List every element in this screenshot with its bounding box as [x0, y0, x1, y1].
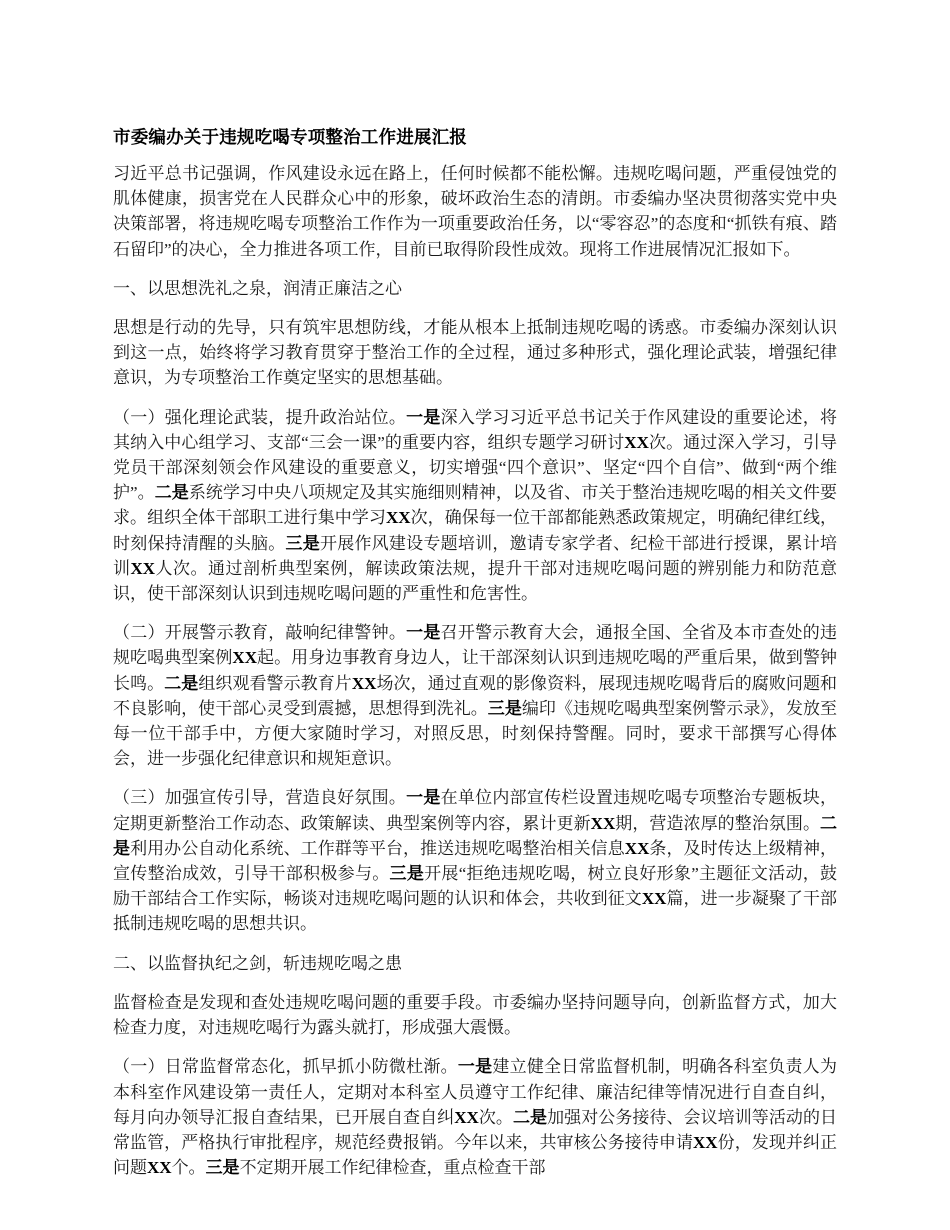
section-heading-1: 一、以思想洗礼之泉，润清正廉洁之心: [113, 278, 402, 298]
document-content: [113, 124, 837, 1180]
paragraph-intro: 习近平总书记强调，作风建设永远在路上，任何时候都不能松懈。违规吃喝问题，严重侵蚀党的肌体健康，损害党在人民群众心中的形象，破坏政治生态的清朗。市委编办坚决贯彻落实党中央决策部署，将违规吃喝专项整治工作作为一项重要政治任务，以“零容忍”的态度和“抓铁有痕、踏石留印”的决心，全力推进各项工作，目前已取得阶段性成效。现将工作进展情况汇报如下。: [113, 164, 837, 259]
paragraph-section-1-intro: 思想是行动的先导，只有筑牢思想防线，才能从根本上抵制违规吃喝的诱惑。市委编办深刻认识到这一点，始终将学习教育贯穿于整治工作的全过程，通过多种形式，强化理论武装，增强纪律意识，为专项整治工作奠定坚实的思想基础。: [113, 318, 837, 388]
section-heading-2: 二、以监督执纪之剑，斩违规吃喝之患: [113, 953, 402, 973]
paragraph-section-1-sub-1: （一）强化理论武装，提升政治站位。一是深入学习习近平总书记关于作风建设的重要论述，将其纳入中心组学习、支部“三会一课”的重要内容，组织专题学习研讨XX次。通过深入学习，引导党员干部深刻领会作风建设的重要意义，切实增强“四个意识”、坚定“四个自信”、做到“两个维护”。二是系统学习中央八项规定及其实施细则精神，以及省、市关于整治违规吃喝的相关文件要求。组织全体干部职工进行集中学习XX次，确保每一位干部都能熟悉政策规定，明确纪律红线，时刻保持清醒的头脑。三是开展作风建设专题培训，邀请专家学者、纪检干部进行授课，累计培训XX人次。通过剖析典型案例，解读政策法规，提升干部对违规吃喝问题的辨别能力和防范意识，使干部深刻认识到违规吃喝问题的严重性和危害性。: [113, 407, 838, 604]
paragraph-section-1-sub-2: （二）开展警示教育，敲响纪律警钟。一是召开警示教育大会，通报全国、全省及本市查处的违规吃喝典型案例XX起。用身边事教育身边人，让干部深刻认识到违规吃喝的严重后果，做到警钟长鸣。二是组织观看警示教育片XX场次，通过直观的影像资料，展现违规吃喝背后的腐败问题和不良影响，使干部心灵受到震撼，思想得到洗礼。三是编印《违规吃喝典型案例警示录》，发放至每一位干部手中，方便大家随时学习，对照反思，时刻保持警醒。同时，要求干部撰写心得体会，进一步强化纪律意识和规矩意识。: [113, 623, 838, 769]
paragraph-section-2-intro: 监督检查是发现和查处违规吃喝问题的重要手段。市委编办坚持问题导向，创新监督方式，加大检查力度，对违规吃喝行为露头就打，形成强大震慑。: [113, 992, 837, 1038]
page-title: 市委编办关于违规吃喝专项整治工作进展汇报: [113, 127, 467, 147]
paragraph-section-2-sub-1: （一）日常监督常态化，抓早抓小防微杜渐。一是建立健全日常监督机制，明确各科室负责人为本科室作风建设第一责任人，定期对本科室人员遵守工作纪律、廉洁纪律等情况进行自查自纠，每月向办领导汇报自查结果，已开展自查自纠XX次。二是加强对公务接待、会议培训等活动的日常监管，严格执行审批程序，规范经费报销。今年以来，共审核公务接待申请XX份，发现并纠正问题XX个。三是不定期开展工作纪律检查，重点检查干部: [113, 1057, 838, 1178]
paragraph-section-1-sub-3: （三）加强宣传引导，营造良好氛围。一是在单位内部宣传栏设置违规吃喝专项整治专题板块，定期更新整治工作动态、政策解读、典型案例等内容，累计更新XX期，营造浓厚的整治氛围。二是利用办公自动化系统、工作群等平台，推送违规吃喝整治相关信息XX条，及时传达上级精神，宣传整治成效，引导干部积极参与。三是开展“拒绝违规吃喝，树立良好形象”主题征文活动，鼓励干部结合工作实际，畅谈对违规吃喝问题的认识和体会，共收到征文XX篇，进一步凝聚了干部抵制违规吃喝的思想共识。: [113, 788, 838, 934]
